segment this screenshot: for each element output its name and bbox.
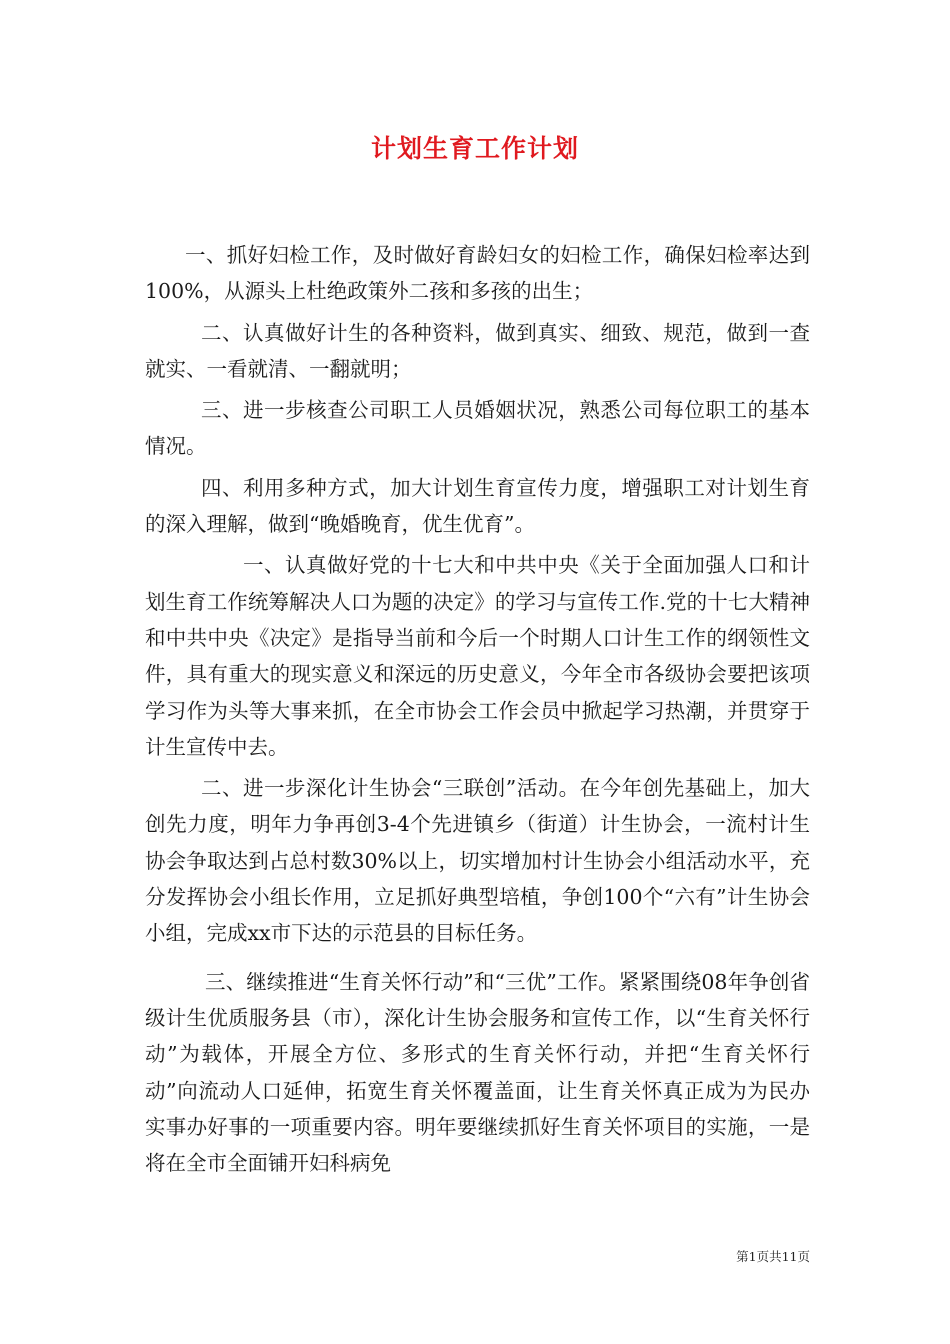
page-number-footer: 第1页共11页 <box>736 1249 810 1264</box>
paragraph-5: 一、认真做好党的十七大和中共中央《关于全面加强人口和计划生育工作统筹解决人口为题的决定》的学习与宣传工作.党的十七大精神和中共中央《决定》是指导当前和今后一个时期人口计生工作的纲领性文件，具有重大的现实意义和深远的历史意义，今年全市各级协会要把该项学习作为头等大事来抓，在全市协会工作会员中掀起学习热潮，并贯穿于计生宣传中去。 <box>145 553 810 759</box>
paragraph-4: 四、利用多种方式，加大计划生育宣传力度，增强职工对计划生育的深入理解，做到“晚婚晚育，优生优育”。 <box>145 475 810 537</box>
paragraph-6: 二、进一步深化计生协会“三联创”活动。在今年创先基础上，加大创先力度，明年力争再创3-4个先进镇乡（街道）计生协会，一流村计生协会争取达到占总村数30%以上，切实增加村计生协会小组活动水平，充分发挥协会小组长作用，立足抓好典型培植，争创100个“六有”计生协会小组，完成xx市下达的示范县的目标任务。 <box>145 776 810 946</box>
paragraph-2: 二、认真做好计生的各种资料，做到真实、细致、规范，做到一查就实、一看就清、一翻就明； <box>145 320 810 381</box>
paragraph-1: 一、抓好妇检工作，及时做好育龄妇女的妇检工作，确保妇检率达到100%，从源头上杜绝政策外二孩和多孩的出生； <box>145 243 810 304</box>
paragraph-7: 三、继续推进“生育关怀行动”和“三优”工作。紧紧围绕08年争创省级计生优质服务县（市），深化计生协会服务和宣传工作，以“生育关怀行动”为载体，开展全方位、多形式的生育关怀行动，并把“生育关怀行动”向流动人口延伸，拓宽生育关怀覆盖面，让生育关怀真正成为为民办实事办好事的一项重要内容。明年要继续抓好生育关怀项目的实施，一是将在全市全面铺开妇科病免 <box>145 969 810 1176</box>
document-body <box>145 237 810 1181</box>
document-title: 计划生育工作计划 <box>370 134 579 163</box>
paragraph-3: 三、进一步核查公司职工人员婚姻状况，熟悉公司每位职工的基本情况。 <box>145 398 810 459</box>
